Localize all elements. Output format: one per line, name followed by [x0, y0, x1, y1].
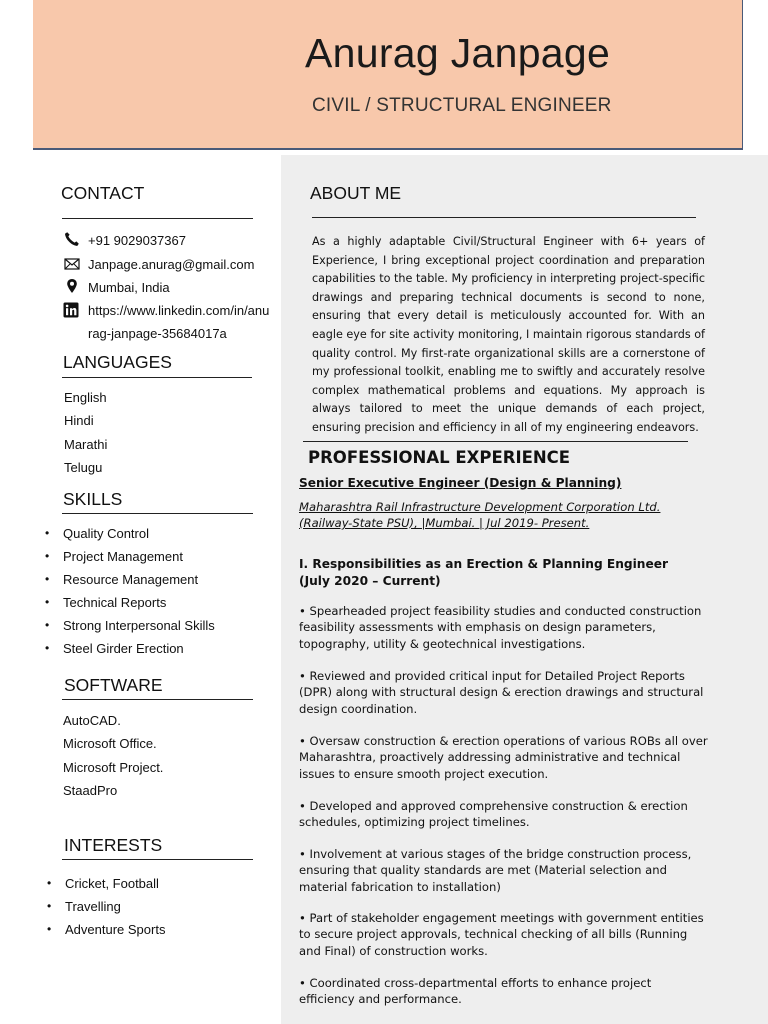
list-item: Telugu [64, 459, 103, 475]
list-item: • Part of stakeholder engagement meetings with government entities to secure project approvals, technical checking of all bills (Running and Final) of construction works. [299, 911, 704, 958]
list-item: • Adventure Sports [48, 918, 165, 941]
experience-divider [303, 441, 688, 442]
list-item: Hindi [64, 413, 94, 429]
software-divider [62, 699, 253, 700]
job-title: CIVIL / STRUCTURAL ENGINEER [312, 95, 612, 116]
candidate-name: Anurag Janpage [305, 30, 611, 76]
contact-heading: CONTACT [61, 183, 145, 203]
list-item: • Resource Management [46, 568, 215, 591]
list-item: • Travelling [48, 895, 165, 918]
list-item: Microsoft Project. [63, 759, 164, 775]
list-item: • Steel Girder Erection [46, 637, 215, 660]
company-line-2: (Railway-State PSU), |Mumbai. | Jul 2019- Present. [299, 516, 590, 530]
interests-list [48, 872, 165, 941]
list-item: • Reviewed and provided critical input for Detailed Project Reports (DPR) along with structural design & erection drawings and structural design coordination. [299, 669, 704, 716]
about-heading: ABOUT ME [310, 183, 402, 203]
list-item: • Technical Reports [46, 591, 215, 614]
list-item: AutoCAD. [63, 713, 121, 728]
experience-heading: PROFESSIONAL EXPERIENCE [308, 448, 571, 467]
about-paragraph: As a highly adaptable Civil/Structural Engineer with 6+ years of Experience, I bring exceptional project coordination and preparation capabilities to the table. My proficiency in interpreting project-specific drawings and preparing technical documents is second to none, ensuring that every detail is meticulously accounted for. With an eagle eye for site activity monitoring, I maintain rigorous standards of quality control. My first-rate organizational skills are a cornerstone of my professional toolkit, enabling me to swiftly and accurately resolve complex mathematical problems and equations. My approach is always tailored to meet the unique demands of each project, ensuring precision and efficiency in all of my engineering endeavors. [312, 235, 705, 434]
software-heading: SOFTWARE [64, 675, 163, 695]
list-item: • Quality Control [46, 522, 215, 545]
location-text: Mumbai, India [88, 280, 170, 295]
list-item: • Developed and approved comprehensive construction & erection schedules, optimizing project timelines. [299, 799, 688, 830]
skills-heading: SKILLS [63, 489, 123, 509]
list-item: Microsoft Office. [63, 736, 157, 752]
email-icon [64, 256, 80, 272]
location-pin-icon [64, 278, 80, 294]
company-line-1: Maharashtra Rail Infrastructure Development Corporation Ltd. [299, 500, 661, 514]
list-item: • Coordinated cross-departmental efforts to enhance project efficiency and performance. [299, 976, 652, 1007]
languages-list [64, 386, 107, 479]
languages-heading: LANGUAGES [63, 352, 172, 372]
phone-number[interactable]: +91 9029037367 [88, 233, 186, 248]
linkedin-icon [63, 302, 79, 318]
linkedin-url-line1[interactable]: https://www.linkedin.com/in/anu [88, 303, 270, 318]
linkedin-url-line2[interactable]: rag-janpage-35684017a [88, 326, 227, 341]
phone-icon [64, 231, 80, 247]
contact-divider [62, 218, 253, 219]
list-item: • Strong Interpersonal Skills [46, 614, 215, 637]
list-item: English [64, 390, 107, 405]
job-role: Senior Executive Engineer (Design & Planning) [299, 476, 622, 490]
list-item: StaadPro [63, 782, 118, 798]
list-item: • Involvement at various stages of the bridge construction process, ensuring that quality standards are met (Material selection and material fabrication to installation) [299, 847, 692, 894]
list-item: • Cricket, Football [48, 872, 165, 895]
skills-list [46, 522, 215, 660]
list-item: • Project Management [46, 545, 215, 568]
software-list [63, 709, 163, 802]
languages-divider [62, 377, 252, 378]
interests-heading: INTERESTS [64, 835, 163, 855]
email-address[interactable]: Janpage.anurag@gmail.com [88, 257, 255, 272]
interests-divider [62, 859, 253, 860]
responsibilities-subheading: I. Responsibilities as an Erection & Planning Engineer (July 2020 – Current) [299, 557, 669, 588]
list-item: Marathi [64, 436, 108, 452]
about-divider [312, 217, 696, 218]
list-item: • Spearheaded project feasibility studies and conducted construction feasibility assessments with emphasis on design parameters, topography, utility & geotechnical investigations. [299, 604, 702, 651]
skills-divider [62, 513, 253, 514]
list-item: • Oversaw construction & erection operations of various ROBs all over Maharashtra, proactively addressing administrative and technical issues to ensure smooth project execution. [299, 734, 708, 781]
